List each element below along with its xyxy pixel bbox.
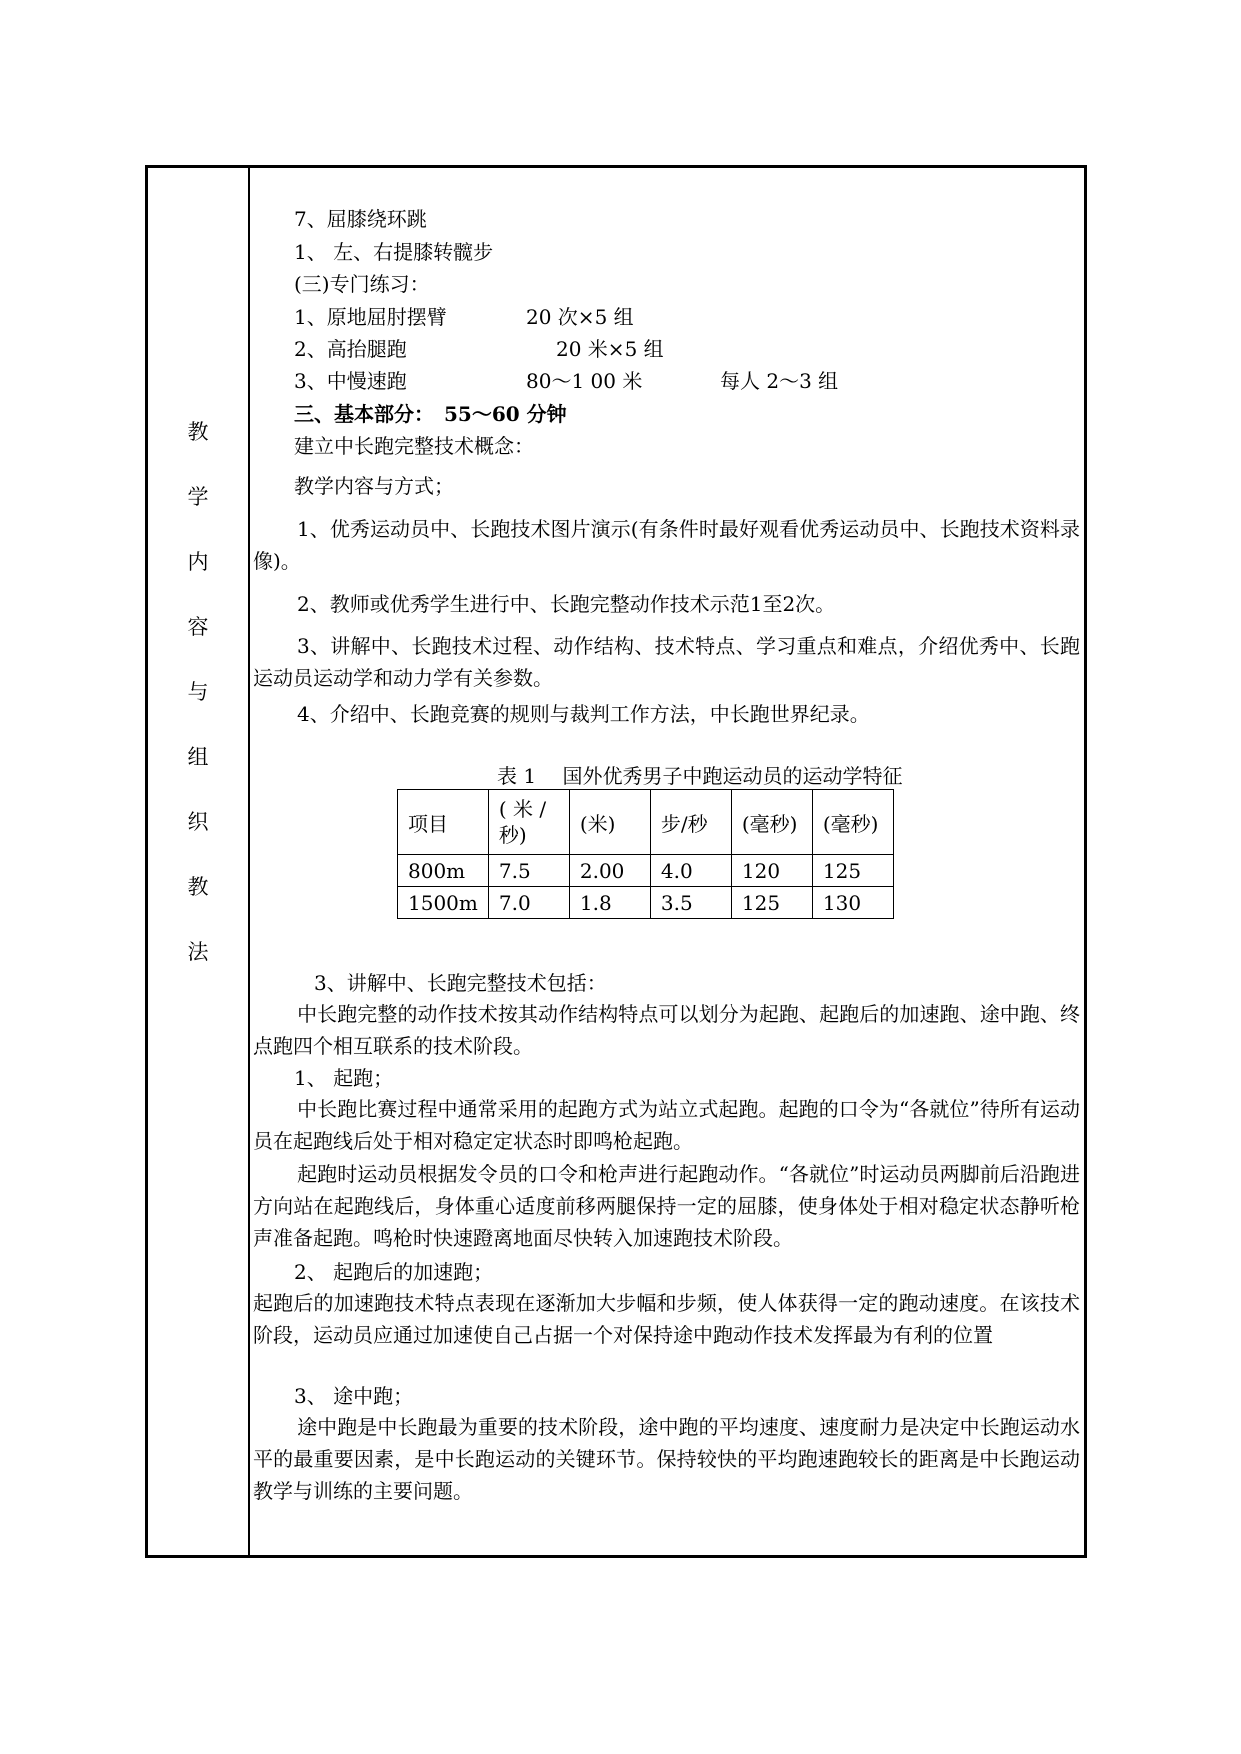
side-char: 织 [187, 810, 209, 834]
table-cell: 130 [812, 887, 893, 919]
side-label-teaching-content [148, 400, 248, 985]
paragraph: 4、介绍中、长跑竞赛的规则与裁判工作方法，中长跑世界纪录。 [297, 702, 870, 726]
table-cell: 项目 [398, 790, 489, 855]
side-char: 容 [187, 615, 209, 639]
side-char: 与 [187, 680, 209, 704]
table-cell: (毫秒) [731, 790, 812, 855]
table-cell: 7.5 [488, 855, 569, 887]
section-heading: 三、基本部分： 55～60 分钟 [294, 402, 567, 426]
text-line: 3、 途中跑； [294, 1384, 414, 1408]
paragraph: 2、教师或优秀学生进行中、长跑完整动作技术示范1至2次。 [297, 592, 836, 616]
table-cell: 2.00 [569, 855, 650, 887]
table-cell: 800m [398, 855, 489, 887]
table-cell: 120 [731, 855, 812, 887]
side-char: 教 [187, 875, 209, 899]
side-char: 内 [187, 550, 209, 574]
text-line: 1、 起跑； [294, 1066, 394, 1090]
side-char: 教 [187, 420, 209, 444]
table-cell: 1500m [398, 887, 489, 919]
text-line: 80～1 00 米 [526, 369, 643, 393]
side-char: 法 [187, 940, 209, 964]
text-line: 教学内容与方式； [294, 474, 454, 498]
text-line: 1、原地屈肘摆臂 [294, 305, 447, 329]
side-char: 学 [187, 485, 209, 509]
text-line: 2、 起跑后的加速跑； [294, 1260, 494, 1284]
paragraph: 起跑时运动员根据发令员的口令和枪声进行起跑动作。“各就位”时运动员两脚前后沿跑进方向站在起跑线后，身体重心适度前移两腿保持一定的屈膝，使身体处于相对稳定状态静听枪声准备起跑。鸣枪时快速蹬离地面尽快转入加速跑技术阶段。 [253, 1162, 1080, 1250]
text-line: 1、 左、右提膝转髋步 [294, 240, 494, 264]
table-row [398, 855, 894, 887]
side-char: 组 [187, 745, 209, 769]
kinematics-table [397, 789, 894, 919]
text-line: 3、中慢速跑 [294, 369, 407, 393]
table-cell: 125 [812, 855, 893, 887]
table-cell: 步/秒 [650, 790, 731, 855]
paragraph: 起跑后的加速跑技术特点表现在逐渐加大步幅和步频，使人体获得一定的跑动速度。在该技术阶段，运动员应通过加速使自己占据一个对保持途中跑动作技术发挥最为有利的位置 [253, 1291, 1080, 1347]
paragraph: 途中跑是中长跑最为重要的技术阶段，途中跑的平均速度、速度耐力是决定中长跑运动水平的最重要因素，是中长跑运动的关键环节。保持较快的平均跑速跑较长的距离是中长跑运动教学与训练的主要问题。 [253, 1415, 1080, 1503]
text-line: 建立中长跑完整技术概念： [294, 434, 534, 458]
lesson-plan-frame [145, 165, 1087, 1558]
text-line: 3、讲解中、长跑完整技术包括： [314, 971, 607, 995]
text-line: 20 次×5 组 [526, 305, 634, 329]
table-cell: ( 米 / 秒) [488, 790, 569, 855]
paragraph: 中长跑比赛过程中通常采用的起跑方式为站立式起跑。起跑的口令为“各就位”待所有运动员在起跑线后处于相对稳定定状态时即鸣枪起跑。 [253, 1097, 1080, 1153]
text-line: (三)专门练习： [294, 272, 430, 296]
table-cell: 1.8 [569, 887, 650, 919]
text-line: 每人 2～3 组 [720, 369, 839, 393]
paragraph: 1、优秀运动员中、长跑技术图片演示(有条件时最好观看优秀运动员中、长跑技术资料录像)。 [253, 517, 1080, 573]
table-cell: 7.0 [488, 887, 569, 919]
table-cell: 4.0 [650, 855, 731, 887]
text-line: 20 米×5 组 [556, 337, 664, 361]
table-cell: 3.5 [650, 887, 731, 919]
table-cell: (米) [569, 790, 650, 855]
table-cell: (毫秒) [812, 790, 893, 855]
table-header-row [398, 790, 894, 855]
paragraph: 3、讲解中、长跑技术过程、动作结构、技术特点、学习重点和难点，介绍优秀中、长跑运动员运动学和动力学有关参数。 [253, 634, 1080, 690]
table-caption: 表 1 国外优秀男子中跑运动员的运动学特征 [497, 764, 903, 788]
table-cell: 125 [731, 887, 812, 919]
text-line: 7、屈膝绕环跳 [294, 207, 427, 231]
table-row [398, 887, 894, 919]
paragraph: 中长跑完整的动作技术按其动作结构特点可以划分为起跑、起跑后的加速跑、途中跑、终点跑四个相互联系的技术阶段。 [253, 1002, 1080, 1058]
content-column [250, 168, 1082, 1555]
text-line: 2、高抬腿跑 [294, 337, 407, 361]
